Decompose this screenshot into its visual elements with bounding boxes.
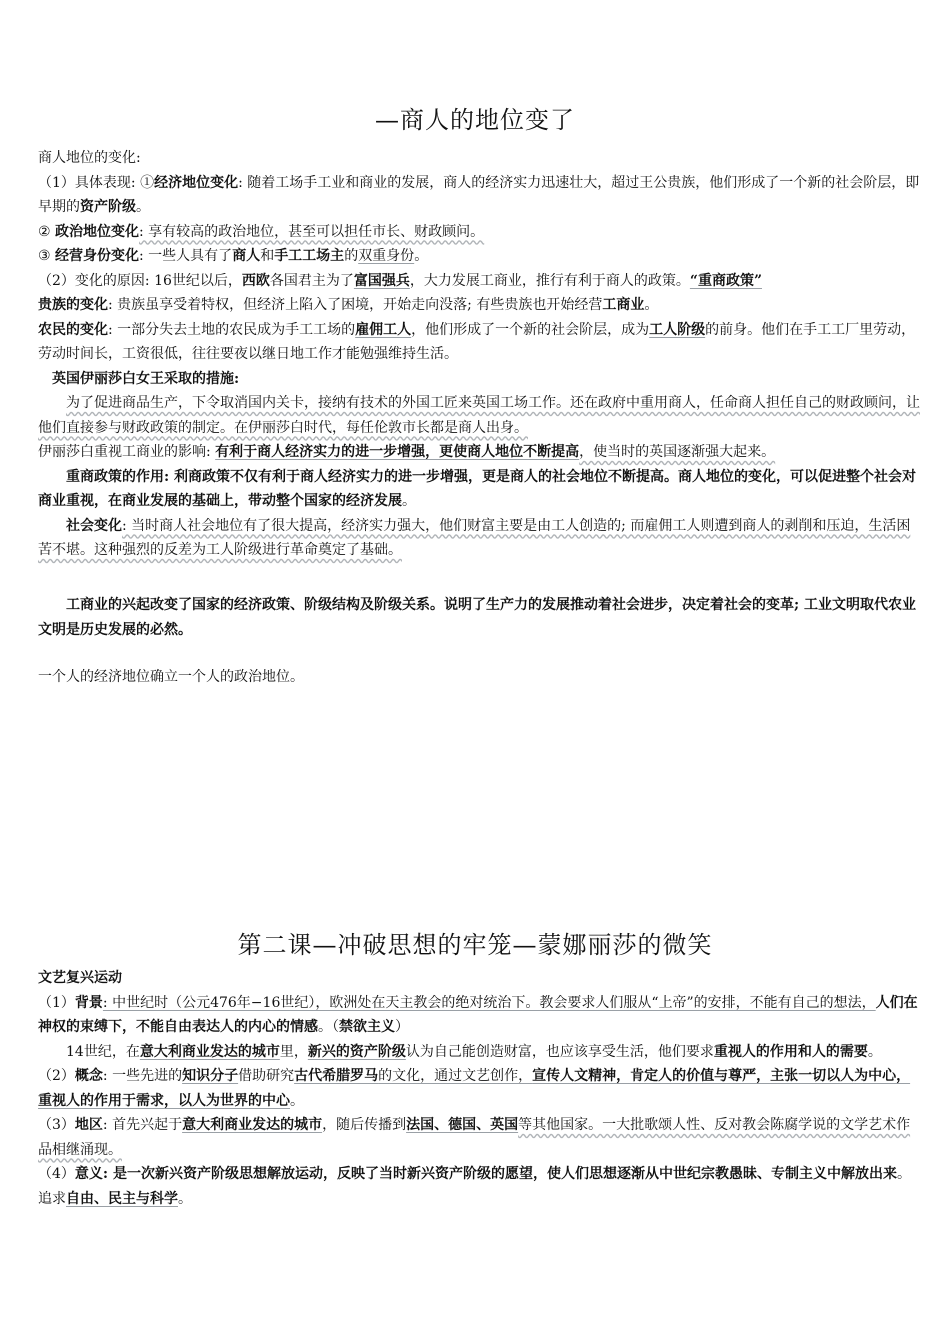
- lesson1-p9: 伊丽莎白重视工商业的影响: 有利于商人经济实力的进一步增强，更使商人地位不断提高，使当时的英国逐渐强大起来。: [38, 444, 776, 460]
- lesson1-p1: （1）具体表现: ①经济地位变化: 随着工场手工业和商业的发展，商人的经济实力迅速壮大，超过王公贵族，他们形成了一个新的社会阶层，即早期的资产阶级。: [38, 174, 920, 215]
- lesson1-p2: ② 政治地位变化: 享有较高的政治地位，甚至可以担任市长、财政顾问。: [38, 223, 485, 240]
- lesson1-p6: 农民的变化: 一部分失去土地的农民成为手工工场的雇佣工人，他们形成了一个新的社会阶层，成为工人阶级的前身。他们在手工工厂里劳动，劳动时间长，工资很低，往往要夜以继日地工作才能勉强维持生活。: [38, 321, 916, 362]
- lesson1-p13: 一个人的经济地位确立一个人的政治地位。: [38, 669, 304, 685]
- lesson1-p3: ③ 经营身份变化: 一些人具有了商人和手工工场主的双重身份。: [38, 248, 429, 264]
- lesson2-title: 第二课—冲破思想的牢笼—蒙娜丽莎的微笑: [237, 931, 713, 959]
- lesson2-p1: （1）背景: 中世纪时（公元476年−16世纪），欧洲处在天主教会的绝对统治下。教会要求人们服从“上帝”的安排，不能有自己的想法，人们在神权的束缚下，不能自由表达人的内心的情感。（禁欲主义）: [38, 994, 918, 1035]
- lesson1-summary: [38, 593, 920, 642]
- lesson1-p4: （2）变化的原因: 16世纪以后，西欧各国君主为了富国强兵，大力发展工商业，推行有利于商人的政策。“重商政策”: [38, 272, 762, 289]
- lesson2-heading: 文艺复兴运动: [38, 970, 122, 986]
- lesson1-p10: 重商政策的作用: 利商政策不仅有利于商人经济实力的进一步增强，更是商人的社会地位不断提高。商人地位的变化，可以促进整个社会对商业重视，在商业发展的基础上，带动整个国家的经济发展。: [38, 468, 917, 509]
- lesson1-heading: 商人地位的变化:: [38, 150, 141, 166]
- lesson2-p2: 14世纪，在意大利商业发达的城市里，新兴的资产阶级认为自己能创造财富，也应该享受生活，他们要求重视人的作用和人的需要。: [66, 1043, 882, 1060]
- lesson1-p8: 为了促进商品生产，下令取消国内关卡，接纳有技术的外国工匠来英国工场工作。还在政府中重用商人，任命商人担任自己的财政顾问，让他们直接参与财政政策的制定。在伊丽莎白时代，每任伦敦市长都是商人出身。: [38, 395, 920, 436]
- lesson1-p5: 贵族的变化: 贵族虽享受着特权，但经济上陷入了困境，开始走向没落; 有些贵族也开始经营工商业。: [38, 297, 659, 313]
- lesson1-body: [38, 146, 920, 563]
- lesson1-p7: 英国伊丽莎白女王采取的措施:: [52, 370, 240, 387]
- lesson1-title: —商人的地位变了: [375, 106, 575, 134]
- lesson2-body: [38, 966, 920, 1211]
- lesson1-p12: 工商业的兴起改变了国家的经济政策、阶级结构及阶级关系。说明了生产力的发展推动着社会进步，决定着社会的变革; 工业文明取代农业文明是历史发展的必然。: [38, 597, 917, 638]
- lesson2-p4: （3）地区: 首先兴起于意大利商业发达的城市，随后传播到法国、德国、英国等其他国家。一大批歌颂人性、反对教会陈腐学说的文学艺术作品相继涌现。: [38, 1117, 911, 1158]
- lesson1-note: [38, 665, 920, 690]
- lesson1-p11: 社会变化: 当时商人社会地位有了很大提高，经济实力强大，他们财富主要是由工人创造的; 而雇佣工人则遭到商人的剥削和压迫，生活困苦不堪。这种强烈的反差为工人阶级进行革命奠定了基础。: [38, 517, 911, 558]
- lesson2-p5: （4）意义: 是一次新兴资产阶级思想解放运动，反映了当时新兴资产阶级的愿望，使人们思想逐渐从中世纪宗教愚昧、专制主义中解放出来。追求自由、民主与科学。: [38, 1166, 911, 1207]
- lesson2-p3: （2）概念: 一些先进的知识分子借助研究古代希腊罗马的文化，通过文艺创作，宣传人文精神，肯定人的价值与尊严，主张一切以人为中心，重视人的作用于需求，以人为世界的中心。: [38, 1068, 911, 1109]
